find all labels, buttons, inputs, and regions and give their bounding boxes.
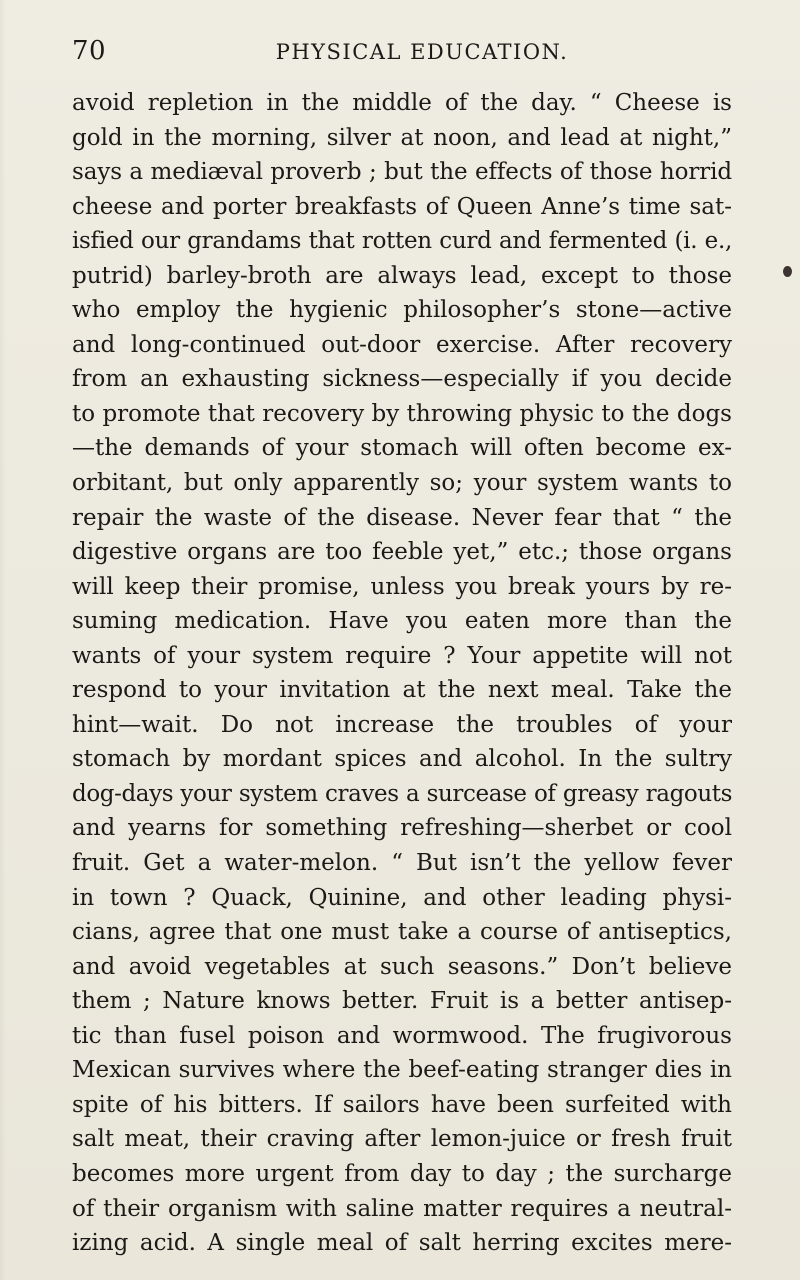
- text-line: and long-continued out-door exercise. After recovery: [72, 331, 732, 358]
- text-line: fruit. Get a water-melon. “ But isn’t the yellow fever: [72, 850, 732, 877]
- text-line: and avoid vegetables at such seasons.” Don’t believe: [72, 953, 732, 980]
- text-line: spite of his bitters. If sailors have been surfeited with: [72, 1091, 732, 1118]
- text-line: in town ? Quack, Quinine, and other leading physi-: [72, 884, 732, 911]
- text-line: salt meat, their craving after lemon-juice or fresh fruit: [72, 1126, 732, 1153]
- text-line: tic than fusel poison and wormwood. The frugivorous: [72, 1022, 732, 1049]
- text-line: putrid) barley-broth are always lead, except to those: [72, 262, 732, 289]
- text-line: dog-days your system craves a surcease of greasy ragouts: [72, 780, 732, 807]
- page-header: [72, 36, 732, 76]
- text-line: to promote that recovery by throwing physic to the dogs: [72, 400, 732, 427]
- text-line: —the demands of your stomach will often become ex-: [72, 435, 732, 462]
- text-line: avoid repletion in the middle of the day. “ Cheese is: [72, 90, 732, 116]
- text-line: says a mediæval proverb ; but the effects of those horrid: [72, 159, 732, 186]
- text-line: wants of your system require ? Your appetite will not: [72, 642, 732, 669]
- text-line: of their organism with saline matter requires a neutral-: [72, 1195, 732, 1222]
- text-line: from an exhausting sickness—especially if you decide: [72, 366, 732, 393]
- text-line: cheese and porter breakfasts of Queen Anne’s time sat-: [72, 193, 732, 220]
- text-line: digestive organs are too feeble yet,” etc.; those organs: [72, 539, 732, 566]
- text-line: cians, agree that one must take a course of antiseptics,: [72, 919, 732, 946]
- text-line: stomach by mordant spices and alcohol. In the sultry: [72, 746, 732, 773]
- text-line: them ; Nature knows better. Fruit is a better antisep-: [72, 988, 732, 1015]
- text-line: isfied our grandams that rotten curd and fermented (i. e.,: [72, 228, 732, 255]
- text-line: who employ the hygienic philosopher’s stone—active: [72, 297, 732, 324]
- body-text: [72, 86, 732, 1261]
- text-line: gold in the morning, silver at noon, and lead at night,”: [72, 124, 732, 151]
- page-number: 70: [72, 36, 107, 66]
- text-line: izing acid. A single meal of salt herring excites mere-: [72, 1230, 732, 1257]
- text-line: respond to your invitation at the next meal. Take the: [72, 677, 732, 704]
- text-line: and yearns for something refreshing—sherbet or cool: [72, 815, 732, 842]
- text-line: becomes more urgent from day to day ; the surcharge: [72, 1160, 732, 1187]
- text-line: orbitant, but only apparently so; your system wants to: [72, 470, 732, 497]
- text-line: repair the waste of the disease. Never fear that “ the: [72, 504, 732, 531]
- text-line: suming medication. Have you eaten more than the: [72, 608, 732, 635]
- text-line: will keep their promise, unless you break yours by re-: [72, 573, 732, 600]
- running-head: PHYSICAL EDUCATION.: [275, 40, 569, 64]
- ink-blot-mark: [783, 266, 792, 277]
- text-line: Mexican survives where the beef-eating stranger dies in: [72, 1057, 732, 1084]
- page-gutter-shadow: [0, 0, 6, 1280]
- text-line: hint—wait. Do not increase the troubles of your: [72, 711, 732, 738]
